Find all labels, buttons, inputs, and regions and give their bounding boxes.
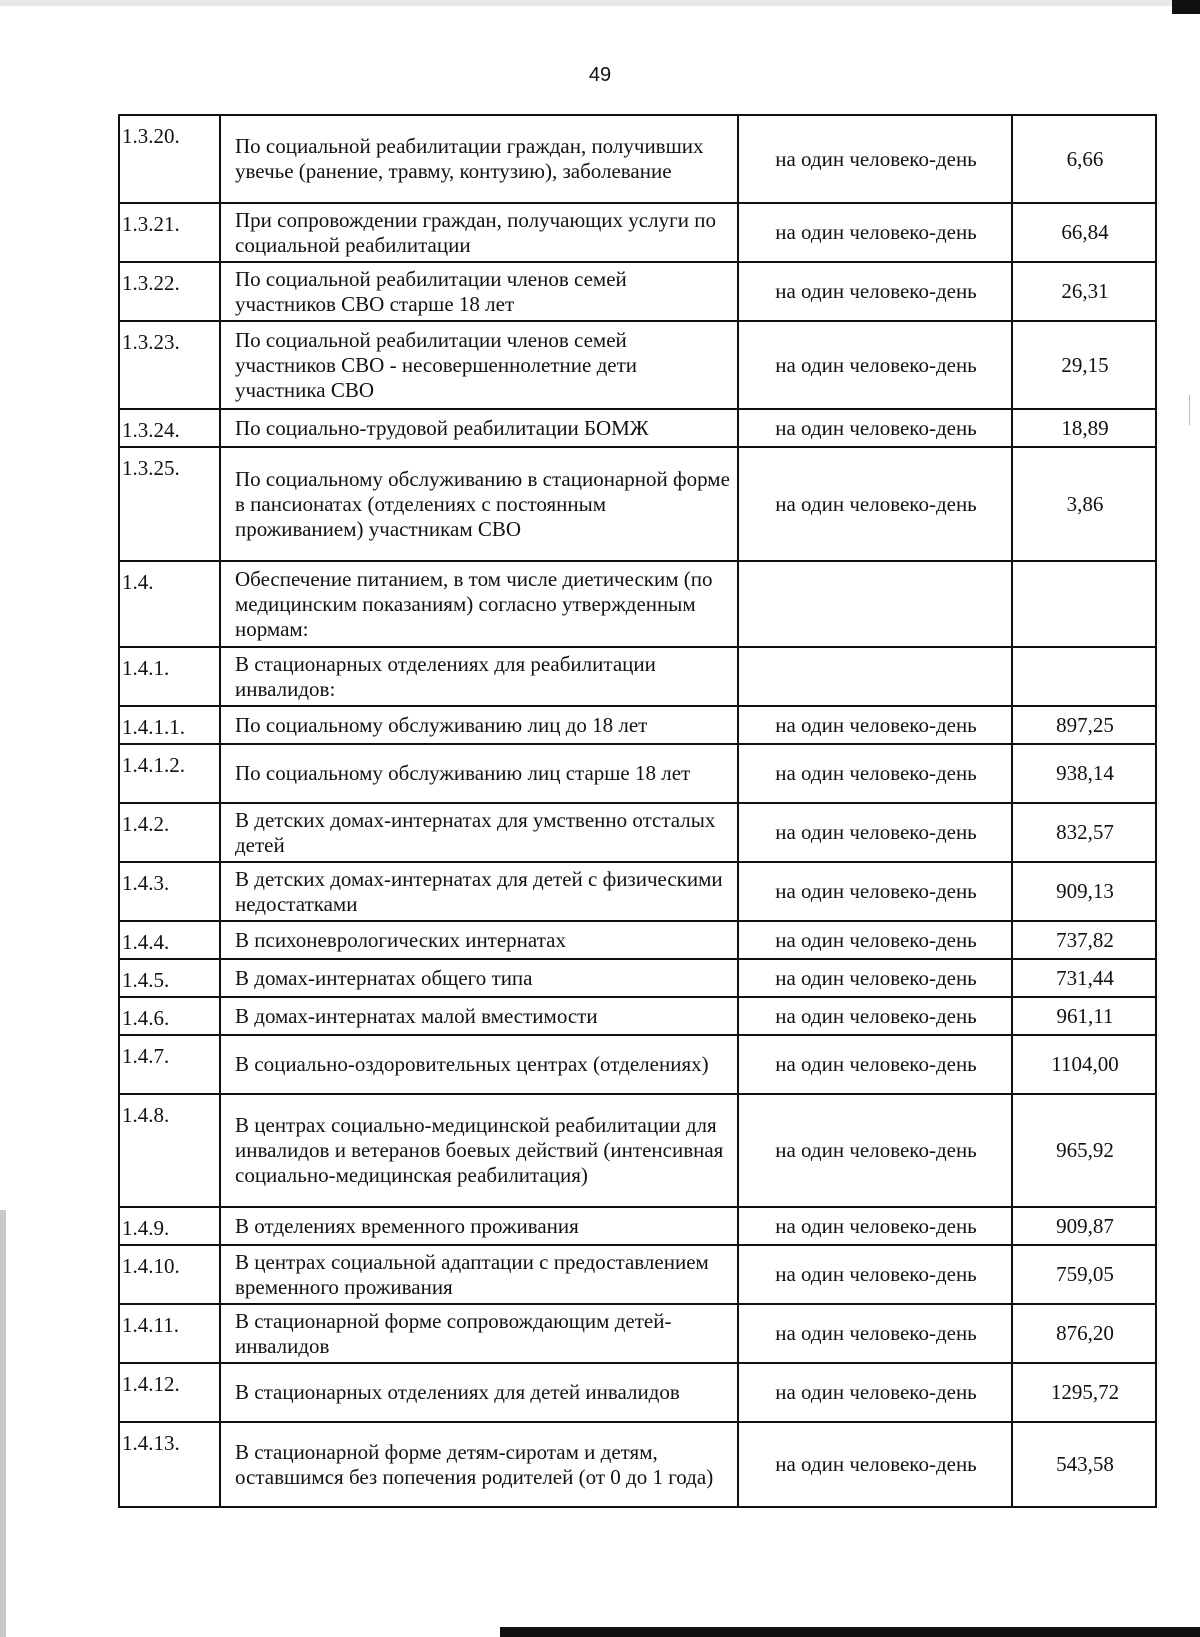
table-row — [119, 203, 1156, 262]
row-service-name: В детских домах-интернатах для умственно отсталых детей — [220, 803, 738, 862]
row-unit: на один человеко-день — [738, 203, 1012, 262]
row-service-name: В центрах социально-медицинской реабилитации для инвалидов и ветеранов боевых действий (интенсивная социально-медицинская реабилитация) — [220, 1094, 738, 1207]
row-code: 1.4.13. — [119, 1422, 220, 1507]
row-value: 543,58 — [1012, 1422, 1156, 1507]
row-value: 3,86 — [1012, 447, 1156, 561]
row-code: 1.4.5. — [119, 959, 220, 997]
row-unit: на один человеко-день — [738, 1245, 1012, 1304]
row-value: 1104,00 — [1012, 1035, 1156, 1094]
row-value: 1295,72 — [1012, 1363, 1156, 1422]
rates-table-body — [119, 115, 1156, 1507]
table-row — [119, 262, 1156, 321]
scan-edge-left — [0, 1210, 6, 1637]
row-value: 737,82 — [1012, 921, 1156, 959]
row-service-name: В детских домах-интернатах для детей с физическими недостатками — [220, 862, 738, 921]
scan-margin-mark — [1189, 395, 1190, 425]
row-unit: на один человеко-день — [738, 1094, 1012, 1207]
row-value: 731,44 — [1012, 959, 1156, 997]
row-service-name: В социально-оздоровительных центрах (отделениях) — [220, 1035, 738, 1094]
row-service-name: По социальной реабилитации членов семей участников СВО старше 18 лет — [220, 262, 738, 321]
row-unit: на один человеко-день — [738, 1363, 1012, 1422]
row-value — [1012, 647, 1156, 706]
row-value: 938,14 — [1012, 744, 1156, 803]
table-row — [119, 561, 1156, 647]
row-unit: на один человеко-день — [738, 1304, 1012, 1363]
table-row — [119, 1245, 1156, 1304]
row-value: 26,31 — [1012, 262, 1156, 321]
table-row — [119, 1304, 1156, 1363]
row-value: 29,15 — [1012, 321, 1156, 409]
table-row — [119, 706, 1156, 744]
row-code: 1.4.11. — [119, 1304, 220, 1363]
row-code: 1.3.24. — [119, 409, 220, 447]
row-unit — [738, 561, 1012, 647]
row-code: 1.4.6. — [119, 997, 220, 1035]
table-row — [119, 115, 1156, 203]
row-code: 1.4.7. — [119, 1035, 220, 1094]
table-row — [119, 921, 1156, 959]
row-service-name: В стационарных отделениях для реабилитации инвалидов: — [220, 647, 738, 706]
row-service-name: В отделениях временного проживания — [220, 1207, 738, 1245]
row-unit: на один человеко-день — [738, 1035, 1012, 1094]
row-value: 759,05 — [1012, 1245, 1156, 1304]
row-service-name: Обеспечение питанием, в том числе диетическим (по медицинским показаниям) согласно утвержденным нормам: — [220, 561, 738, 647]
row-code: 1.4.1.1. — [119, 706, 220, 744]
table-row — [119, 409, 1156, 447]
page-number: 49 — [588, 64, 612, 86]
row-service-name: По социальному обслуживанию лиц до 18 лет — [220, 706, 738, 744]
table-row — [119, 862, 1156, 921]
row-service-name: По социальному обслуживанию лиц старше 18 лет — [220, 744, 738, 803]
row-service-name: В домах-интернатах общего типа — [220, 959, 738, 997]
row-unit: на один человеко-день — [738, 921, 1012, 959]
table-row — [119, 1094, 1156, 1207]
row-value: 909,87 — [1012, 1207, 1156, 1245]
row-code: 1.3.23. — [119, 321, 220, 409]
row-unit: на один человеко-день — [738, 803, 1012, 862]
rates-table — [118, 114, 1157, 1508]
row-value: 965,92 — [1012, 1094, 1156, 1207]
row-service-name: В стационарных отделениях для детей инвалидов — [220, 1363, 738, 1422]
row-service-name: По социальной реабилитации членов семей участников СВО - несовершеннолетние дети участника СВО — [220, 321, 738, 409]
row-value: 897,25 — [1012, 706, 1156, 744]
row-value: 6,66 — [1012, 115, 1156, 203]
row-unit: на один человеко-день — [738, 115, 1012, 203]
row-unit: на один человеко-день — [738, 262, 1012, 321]
row-service-name: В психоневрологических интернатах — [220, 921, 738, 959]
table-row — [119, 803, 1156, 862]
row-unit: на один человеко-день — [738, 409, 1012, 447]
row-service-name: При сопровождении граждан, получающих услуги по социальной реабилитации — [220, 203, 738, 262]
table-row — [119, 1035, 1156, 1094]
row-unit: на один человеко-день — [738, 862, 1012, 921]
row-code: 1.3.22. — [119, 262, 220, 321]
row-unit: на один человеко-день — [738, 1207, 1012, 1245]
row-code: 1.4.1.2. — [119, 744, 220, 803]
scan-edge-top — [0, 0, 1200, 6]
row-value — [1012, 561, 1156, 647]
row-code: 1.4.4. — [119, 921, 220, 959]
row-code: 1.3.25. — [119, 447, 220, 561]
row-unit: на один человеко-день — [738, 744, 1012, 803]
row-unit: на один человеко-день — [738, 447, 1012, 561]
row-service-name: По социальной реабилитации граждан, получивших увечье (ранение, травму, контузию), заболевание — [220, 115, 738, 203]
row-service-name: В центрах социальной адаптации с предоставлением временного проживания — [220, 1245, 738, 1304]
row-code: 1.3.21. — [119, 203, 220, 262]
row-value: 909,13 — [1012, 862, 1156, 921]
row-service-name: По социальному обслуживанию в стационарной форме в пансионатах (отделениях с постоянным проживанием) участникам СВО — [220, 447, 738, 561]
row-code: 1.4.3. — [119, 862, 220, 921]
row-unit: на один человеко-день — [738, 1422, 1012, 1507]
row-code: 1.4.8. — [119, 1094, 220, 1207]
row-value: 876,20 — [1012, 1304, 1156, 1363]
table-row — [119, 321, 1156, 409]
row-service-name: В стационарной форме сопровождающим детей-инвалидов — [220, 1304, 738, 1363]
row-code: 1.4.1. — [119, 647, 220, 706]
table-row — [119, 959, 1156, 997]
row-value: 18,89 — [1012, 409, 1156, 447]
scan-corner-mark — [1172, 0, 1200, 14]
row-code: 1.4.12. — [119, 1363, 220, 1422]
row-code: 1.4. — [119, 561, 220, 647]
table-row — [119, 447, 1156, 561]
row-unit: на один человеко-день — [738, 997, 1012, 1035]
table-row — [119, 997, 1156, 1035]
table-row — [119, 1422, 1156, 1507]
row-service-name: В домах-интернатах малой вместимости — [220, 997, 738, 1035]
scan-edge-bottom — [500, 1627, 1200, 1637]
row-unit: на один человеко-день — [738, 706, 1012, 744]
row-code: 1.4.9. — [119, 1207, 220, 1245]
row-code: 1.4.10. — [119, 1245, 220, 1304]
table-row — [119, 1363, 1156, 1422]
table-row — [119, 647, 1156, 706]
table-row — [119, 744, 1156, 803]
table-row — [119, 1207, 1156, 1245]
row-code: 1.4.2. — [119, 803, 220, 862]
row-service-name: По социально-трудовой реабилитации БОМЖ — [220, 409, 738, 447]
row-unit — [738, 647, 1012, 706]
row-value: 832,57 — [1012, 803, 1156, 862]
row-value: 961,11 — [1012, 997, 1156, 1035]
row-service-name: В стационарной форме детям-сиротам и детям, оставшимся без попечения родителей (от 0 до 1 года) — [220, 1422, 738, 1507]
row-unit: на один человеко-день — [738, 959, 1012, 997]
row-unit: на один человеко-день — [738, 321, 1012, 409]
row-code: 1.3.20. — [119, 115, 220, 203]
row-value: 66,84 — [1012, 203, 1156, 262]
